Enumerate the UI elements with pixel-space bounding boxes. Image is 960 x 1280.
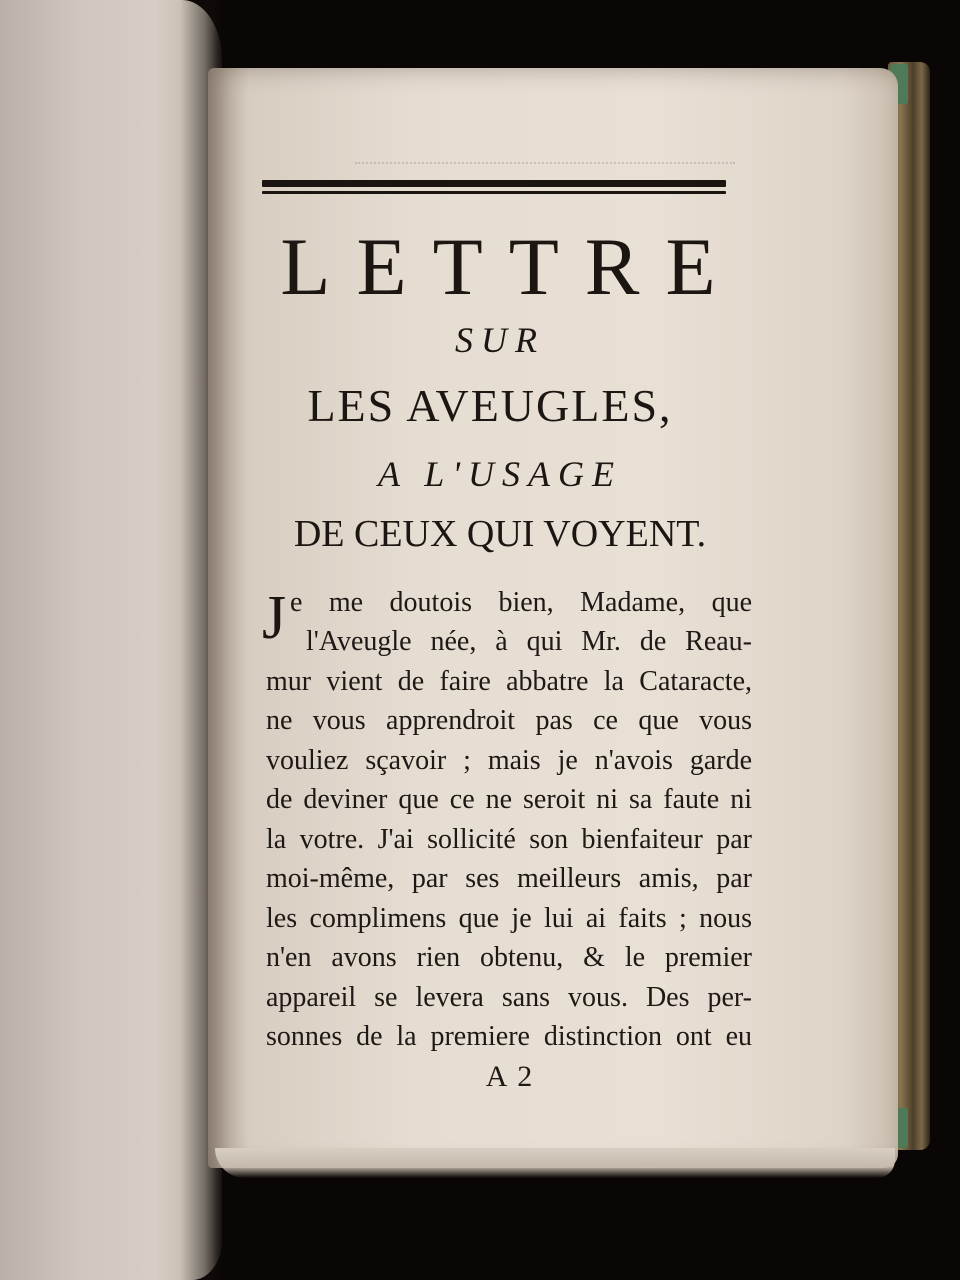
- body-line: mur vient de faire abbatre la Cataracte,: [266, 665, 752, 697]
- body-line: n'en avons rien obtenu, & le premier: [266, 942, 752, 973]
- body-line: la votre. J'ai sollicité son bienfaiteur par: [266, 823, 752, 855]
- rule-thick: [262, 180, 726, 187]
- body-line: sonnes de la premiere distinction ont eu: [266, 1021, 752, 1052]
- drop-cap: J: [262, 584, 287, 652]
- body-line: les complimens que je lui ai faits ; nous: [266, 902, 752, 934]
- rule-thin: [262, 191, 726, 194]
- body-line: de deviner que ce ne seroit ni sa faute ni: [266, 784, 752, 815]
- title-a-l-usage: A L'USAGE: [377, 454, 623, 494]
- title-les-aveugles: LES AVEUGLES,: [307, 380, 673, 431]
- title-sur: SUR: [455, 320, 545, 360]
- double-rule-ornament: [262, 180, 726, 194]
- title-lettre: LETTRE: [280, 221, 742, 312]
- show-through-running-head: [355, 150, 735, 164]
- signature-mark: A 2: [485, 1060, 535, 1093]
- page-bottom-edge: [215, 1148, 895, 1178]
- body-line: moi-même, par ses meilleurs amis, par: [266, 863, 752, 894]
- body-line: vouliez sçavoir ; mais je n'avois garde: [266, 744, 752, 776]
- title-de-ceux-qui-voyent: DE CEUX QUI VOYENT.: [293, 513, 707, 555]
- body-line: appareil se levera sans vous. Des per-: [266, 981, 752, 1013]
- body-line: l'Aveugle née, à qui Mr. de Reau-: [306, 626, 752, 657]
- body-line-1: e me doutois bien, Madame, que: [290, 587, 752, 618]
- body-line: ne vous apprendroit pas ce que vous: [266, 705, 752, 736]
- body-paragraph: [266, 622, 752, 1057]
